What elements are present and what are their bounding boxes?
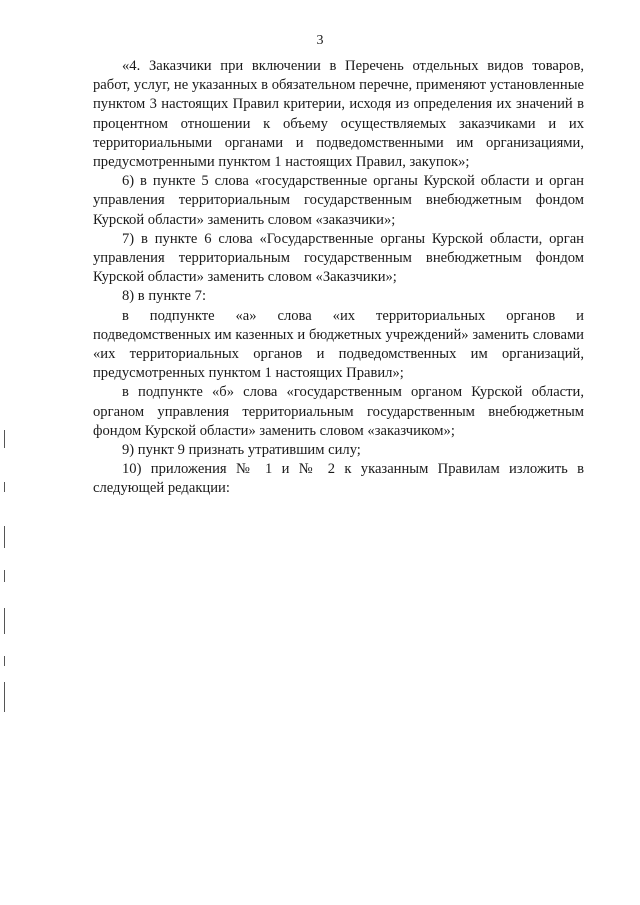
scan-edge-marks [4, 430, 7, 730]
paragraph: 8) в пункте 7: [122, 288, 207, 305]
paragraph: в подпункте «б» слова «государственным органом Курской области, органом управления территориальным государственным внебюджетным фондом Курской области» заменить словом «заказчиком»; [93, 384, 584, 439]
paragraph: 7) в пункте 6 слова «Государственные органы Курской области, орган управления территориальным государственным внебюджетным фондом Курской области» заменить словом «Заказчики»; [93, 230, 584, 286]
document-body [93, 57, 584, 499]
page-number: 3 [316, 33, 324, 48]
paragraph: «4. Заказчики при включении в Перечень отдельных видов товаров, работ, услуг, не указанных в обязательном перечне, применяют установленные пунктом 3 настоящих Правил критерии, исходя из определения их значений в процентном отношении к объему осуществляемых заказчиками и их территориальными органами и подведомственными им организациями, предусмотренными пунктом 1 настоящих Правил, закупок»; [93, 58, 584, 171]
paragraph: 6) в пункте 5 слова «государственные органы Курской области и орган управления территориальным государственным внебюджетным фондом Курской области» заменить словом «заказчики»; [93, 173, 584, 228]
paragraph: 10) приложения № 1 и № 2 к указанным Правилам изложить в следующей редакции: [93, 461, 584, 497]
paragraph: в подпункте «а» слова «их территориальных органов и подведомственных им казенных и бюджетных учреждений» заменить словами «их территориальных органов и подведомственных им организаций, предусмотренных пунктом 1 настоящих Правил»; [93, 307, 584, 382]
paragraph: 9) пункт 9 признать утратившим силу; [122, 442, 361, 459]
